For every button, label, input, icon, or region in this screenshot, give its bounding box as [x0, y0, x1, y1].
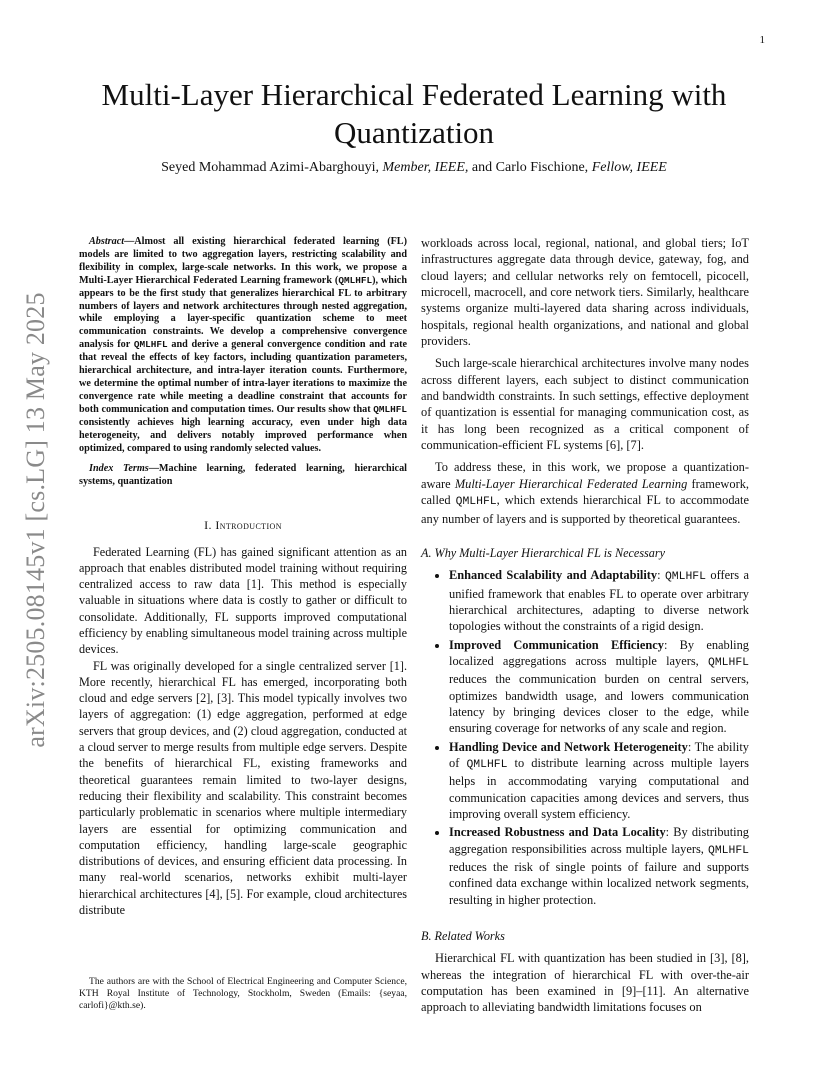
bullet-text: reduces the risk of single points of failure and supports confined data exchange within localized network segments, resulting in higher protection. — [449, 860, 749, 907]
paragraph-continued: workloads across local, regional, national, and global tiers; IoT infrastructures aggregate data through device, gateway, fog, and cloud layers; and cellular networks rely on femtocell, picocell, microcell, macrocell, and core network tiers. Similarly, healthcare systems organize multi-layered data sharing across individuals, hospitals, regional health organizations, and national and global providers. — [421, 236, 749, 349]
abstract-code-1: QMLHFL — [338, 274, 373, 286]
paragraph-large-scale: Such large-scale hierarchical architectures involve many nodes across different layers, each subject to distinct communication and bandwidth constraints. In such settings, effective deployment of quantization is essential for managing communication cost, as it has long been recognized as a critical component of communication-efficient FL systems [6], [7]. — [421, 356, 749, 453]
bullet-code: QMLHFL — [466, 758, 508, 771]
arxiv-stamp-text: arXiv:2505.08145v1 [cs.LG] 13 May 2025 — [21, 292, 50, 748]
footnote: The authors are with the School of Electrical Engineering and Computer Science, KTH Royal Institute of Technology, Stockholm, Sweden (Emails: {seyaa, carlofi}@kth.se). — [79, 976, 407, 1011]
abstract-code-2: QMLHFL — [133, 339, 168, 351]
address-emphasis: Multi-Layer Hierarchical Federated Learning — [454, 476, 688, 491]
address-code: QMLHFL — [455, 496, 497, 509]
abstract-text-d: consistently achieves high learning accuracy, even under high data heterogeneity, and delivers notably improved performance when optimized, compared to using randomly selected values. — [79, 416, 407, 454]
abstract-label: Abstract — [89, 236, 125, 247]
section-heading-introduction — [79, 517, 407, 533]
author-1-role: Member, IEEE, — [382, 160, 469, 175]
bullet-text: offers a unified framework that enables FL to operate over arbitrary hierarchical architectures, adapting to diverse network topologies without the constraints of a rigid design. — [449, 568, 749, 634]
section-title: Introduction — [215, 518, 282, 533]
bullet-pre: : The ability of — [449, 739, 750, 770]
subsection-heading-b: B. Related Works — [421, 929, 505, 944]
index-terms — [79, 463, 407, 489]
bullet-code: QMLHFL — [707, 844, 749, 857]
bullet-title: Enhanced Scalability and Adaptability — [449, 568, 658, 583]
bullet-code: QMLHFL — [664, 571, 706, 584]
left-column — [79, 236, 407, 918]
intro-paragraph-1: Federated Learning (FL) has gained significant attention as an approach that enables distributed model training without requiring centralized access to raw data [1]. This method is especially valuable in situations where data is costly to gather or difficult to consolidate. Additionally, FL supports improved computational efficiency by enabling simultaneous model training across multiple devices. — [79, 544, 407, 657]
right-column — [421, 235, 749, 1016]
paragraph-related-works: Hierarchical FL with quantization has been studied in [3], [8], whereas the integration of hierarchical FL with over-the-air computation has been examined in [9]–[11]. An alternative approach to alleviating bandwidth limitations focuses on — [421, 951, 749, 1015]
author-line — [70, 160, 758, 176]
section-number: I. — [204, 518, 216, 533]
author-1: Seyed Mohammad Azimi-Abarghouyi, — [161, 160, 379, 175]
index-terms-text: —Machine learning, federated learning, hierarchical systems, quantization — [79, 463, 407, 488]
list-item — [449, 567, 749, 634]
bullet-pre: : By distributing aggregation responsibilities across multiple layers, — [449, 825, 749, 856]
author-2-role: Fellow, IEEE — [591, 160, 667, 175]
subsection-heading-a: A. Why Multi-Layer Hierarchical FL is Necessary — [421, 545, 666, 560]
bullet-text: reduces the communication burden on central servers, optimizes bandwidth usage, and lowers communication latency by bringing devices closer to the edge, while ensuring coverage for networks of any scale and region. — [449, 672, 749, 736]
paper-title: Multi-Layer Hierarchical Federated Learning with Quantization — [101, 77, 727, 150]
bullet-pre: : By enabling localized aggregations across multiple layers, — [449, 637, 749, 668]
page-number: 1 — [759, 34, 765, 46]
intro-paragraph-2: FL was originally developed for a single centralized server [1]. More recently, hierarchical FL has emerged, incorporating both cloud and edge servers [2], [3]. This model typically involves two layers of aggregation: (1) edge aggregation, performed at edge servers that group devices, and (2) cloud aggregation, conducted at a cloud server to merge results from multiple edge servers. Despite the benefits of hierarchical FL, existing frameworks and theoretical guarantees remain limited to two-layer designs, reducing their flexibility and scalability. This constraint becomes particularly problematic in scenarios where multiple intermediary layers are essential for optimizing communication and computation efficiency, handling large-scale geographic distributions of devices, and ensuring efficient data processing. In many real-world scenarios, networks exhibit multi-layer hierarchical architectures [4], [5]. For example, cloud architectures distribute — [79, 658, 407, 918]
abstract-code-3: QMLHFL — [373, 403, 407, 415]
index-terms-label: Index Terms — [89, 463, 149, 475]
address-text-a: To address these, in this work, we propose a quantization-aware — [421, 460, 749, 491]
abstract — [79, 236, 407, 455]
bullet-code: QMLHFL — [707, 656, 749, 669]
benefits-list — [421, 567, 749, 908]
abstract-text-c: and derive a general convergence condition and rate that reveal the effects of key factors, including quantization parameters, hierarchical architecture, and intra-layer iteration counts. Furthermore, we determine the optimal number of intra-layer iterations to maximize the convergence rate while meeting a deadline constraint that accounts for both communication and computation times. Our results show that — [79, 339, 407, 415]
bullet-text: to distribute learning across multiple layers helps in accommodating varying computational and communication capacities among devices and servers, thus improving overall system efficiency. — [449, 755, 749, 821]
address-text-c: , which extends hierarchical FL to accommodate any number of layers and is supported by theoretical guarantees. — [421, 493, 749, 526]
list-item — [449, 824, 749, 908]
list-item — [449, 739, 749, 823]
author-2: and Carlo Fischione, — [471, 160, 589, 175]
list-item — [449, 637, 749, 737]
abstract-text-b: ), which appears to be the first study that generalizes hierarchical FL to arbitrary numbers of layers and network architectures through nested aggregation, while employing a layer-specific quantization scheme to meet communication constraints. We develop a comprehensive convergence analysis for — [79, 274, 407, 351]
bullet-title: Increased Robustness and Data Locality — [449, 825, 666, 840]
paragraph-address — [421, 459, 749, 526]
address-text-b: framework, called — [421, 476, 749, 508]
abstract-text-a: —Almost all existing hierarchical federated learning (FL) models are limited to two aggregation layers, restricting scalability and flexibility in complex, large-scale networks. In this work, we propose a Multi-Layer Hierarchical Federated Learning framework ( — [79, 236, 407, 286]
bullet-title: Handling Device and Network Heterogeneity — [449, 739, 688, 754]
bullet-pre: : — [657, 568, 665, 583]
bullet-title: Improved Communication Efficiency — [449, 637, 664, 652]
